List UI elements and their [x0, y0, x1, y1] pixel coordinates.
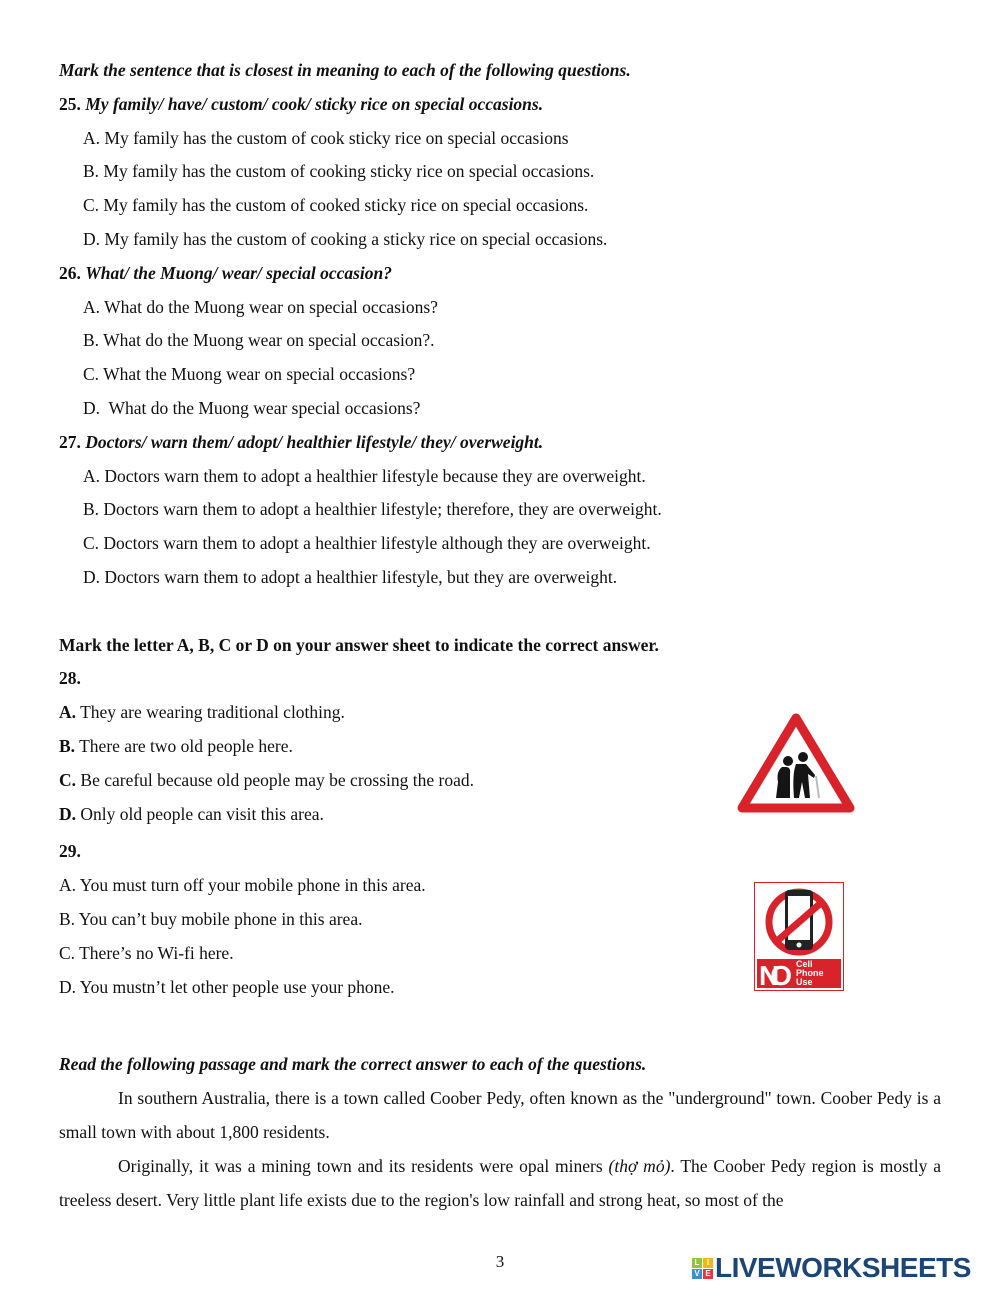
option-c[interactable]: C. Doctors warn them to adopt a healthier lifestyle although they are overweight. [83, 533, 651, 554]
option-a[interactable]: A. You must turn off your mobile phone in this area. [59, 875, 426, 896]
section-instruction: Mark the letter A, B, C or D on your answer sheet to indicate the correct answer. [59, 634, 659, 655]
option-a[interactable]: A. What do the Muong wear on special occasions? [83, 296, 438, 317]
question-number: 25. [59, 93, 81, 114]
question-prompt: Doctors/ warn them/ adopt/ healthier lifestyle/ they/ overweight. [85, 431, 544, 452]
question-number: 26. [59, 262, 81, 283]
option-a[interactable]: A. Doctors warn them to adopt a healthier lifestyle because they are overweight. [83, 465, 646, 486]
option-d[interactable]: D. What do the Muong wear special occasions? [83, 397, 421, 418]
option-letter: A. [59, 702, 77, 723]
option-letter: D. [59, 803, 77, 824]
option-c[interactable]: C. There’s no Wi-fi here. [59, 942, 234, 963]
option-d[interactable]: D. You mustn’t let other people use your phone. [59, 976, 395, 997]
option-text: There are two old people here. [75, 735, 293, 756]
option-letter: B. [59, 735, 76, 756]
passage-text: Originally, it was a mining town and its residents were opal miners [118, 1155, 609, 1176]
passage-paragraph [59, 1150, 941, 1218]
sign-text: Phone [796, 968, 824, 978]
section-instruction: Mark the sentence that is closest in meaning to each of the following questions. [59, 60, 631, 80]
question-25 [59, 88, 949, 122]
option-letter: C. [59, 769, 77, 790]
passage-paragraph: In southern Australia, there is a town called Coober Pedy, often known as the "underground" town. Coober Pedy is a small town with about 1,800 residents. [59, 1088, 941, 1142]
sign-text: Use [796, 977, 813, 987]
question-number-29: 29. [59, 841, 81, 862]
elderly-crossing-sign-image [736, 712, 856, 814]
page-number: 3 [495, 1252, 505, 1271]
logo-letter: I [703, 1258, 713, 1268]
question-number-28: 28. [59, 668, 81, 689]
passage-text: . The Coober Pedy region is mostly a treeless desert. Very little plant life exists due to the region's low rainfall and strong heat, so most of the [59, 1155, 941, 1210]
logo-text: LIVEWORKSHEETS [715, 1252, 971, 1283]
option-a[interactable]: A. My family has the custom of cook sticky rice on special occasions [83, 127, 569, 148]
option-text: Only old people can visit this area. [76, 803, 324, 824]
question-prompt: What/ the Muong/ wear/ special occasion? [85, 262, 393, 283]
sign-no-text: NO [759, 960, 792, 991]
option-d[interactable]: D. Doctors warn them to adopt a healthier lifestyle, but they are overweight. [83, 566, 618, 587]
option-text: Be careful because old people may be crossing the road. [76, 769, 474, 790]
section-instruction: Read the following passage and mark the correct answer to each of the questions. [59, 1054, 647, 1075]
question-prompt: My family/ have/ custom/ cook/ sticky rice on special occasions. [85, 93, 544, 114]
logo-letter: L [692, 1258, 702, 1268]
question-number: 27. [59, 431, 81, 452]
question-26 [59, 257, 949, 291]
option-b[interactable]: B. Doctors warn them to adopt a healthier lifestyle; therefore, they are overweight. [83, 499, 662, 520]
option-b[interactable]: B. You can’t buy mobile phone in this area. [59, 908, 363, 929]
liveworksheets-logo [692, 1252, 971, 1284]
logo-letter: E [703, 1269, 713, 1279]
worksheet-page [59, 54, 949, 1217]
option-text: They are wearing traditional clothing. [76, 702, 345, 723]
option-d[interactable]: D. My family has the custom of cooking a sticky rice on special occasions. [83, 228, 608, 249]
option-c[interactable]: C. What the Muong wear on special occasions? [83, 364, 416, 385]
passage-gloss: (thợ mỏ) [608, 1155, 671, 1176]
no-cell-phone-sign-image [754, 882, 844, 991]
logo-icon [692, 1258, 713, 1279]
option-b[interactable]: B. What do the Muong wear on special occasion?. [83, 330, 435, 351]
sign-text: Cell [796, 959, 813, 969]
logo-letter: V [692, 1269, 702, 1279]
option-b[interactable]: B. My family has the custom of cooking sticky rice on special occasions. [83, 161, 595, 182]
option-c[interactable]: C. My family has the custom of cooked sticky rice on special occasions. [83, 195, 589, 216]
question-27 [59, 426, 949, 460]
